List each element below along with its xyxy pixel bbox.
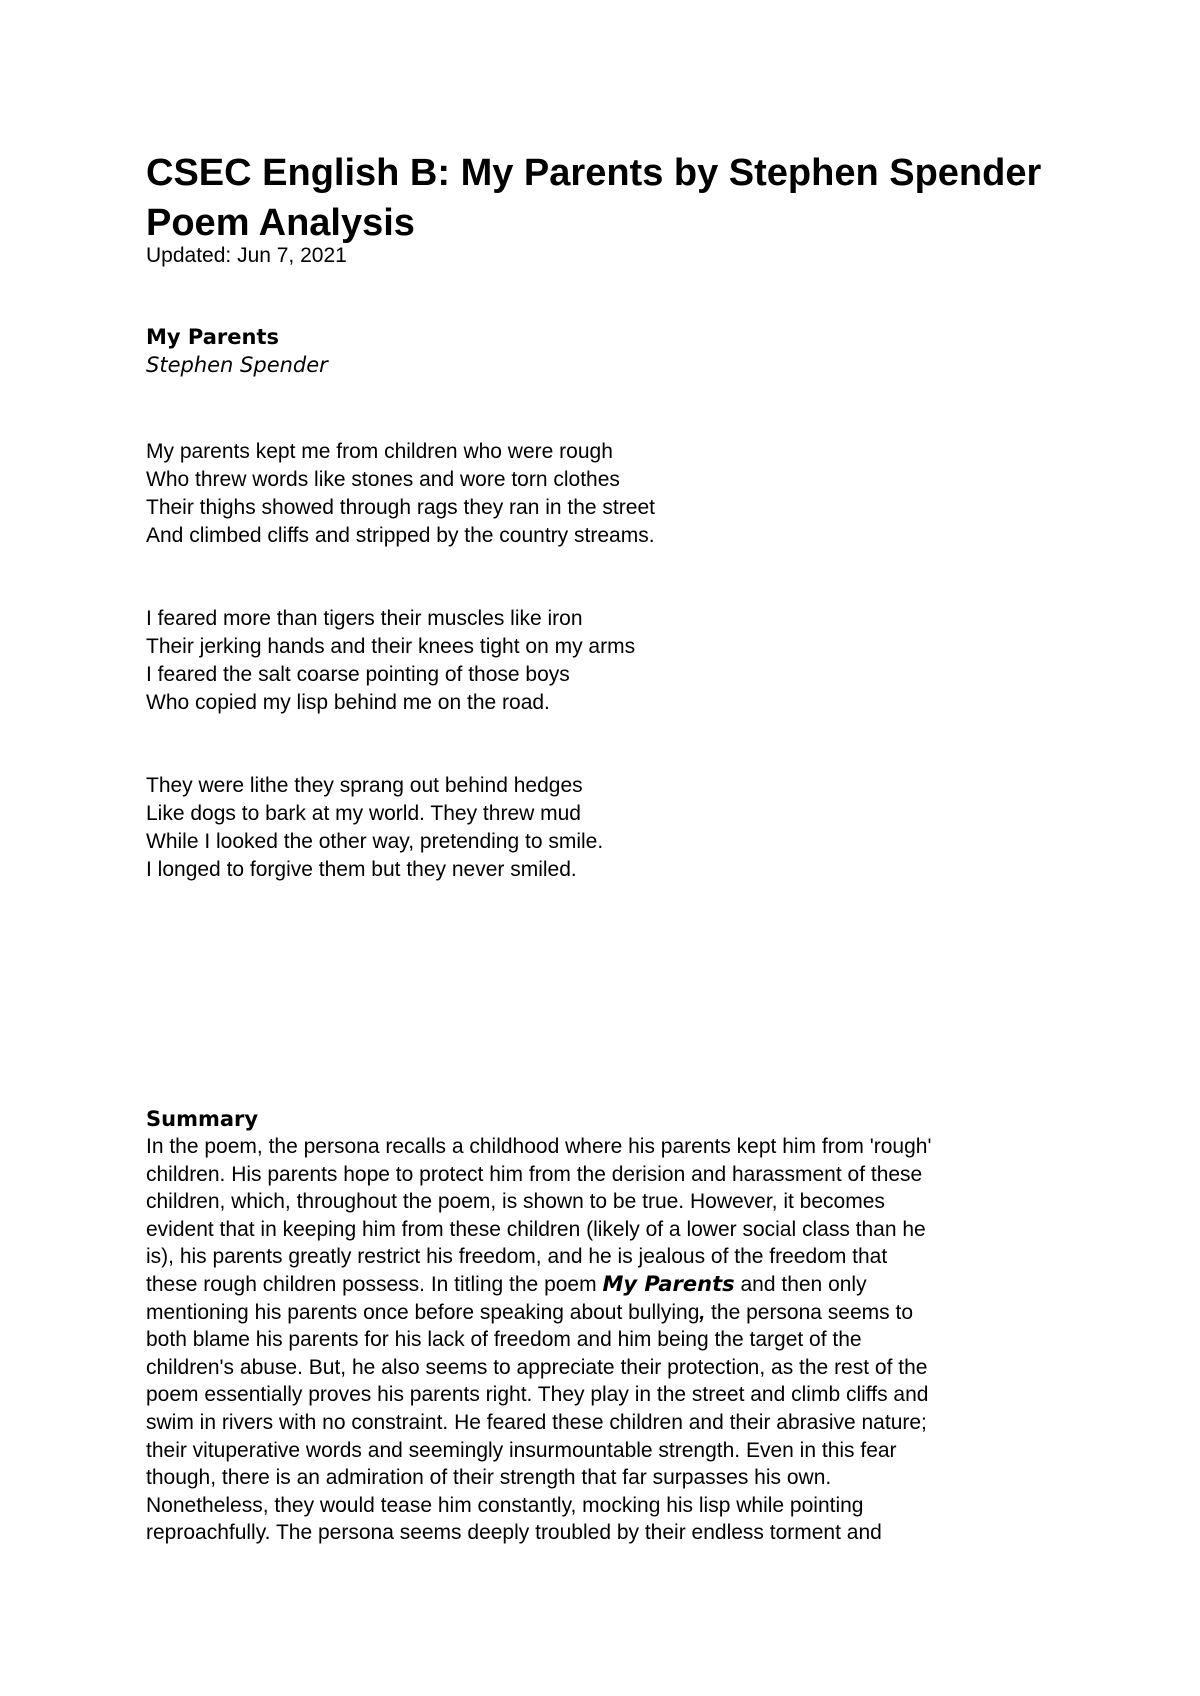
summary-text: these rough children possess. In titling the poem — [146, 1272, 603, 1296]
summary-text: the persona seems to — [705, 1300, 914, 1324]
poem-line: I feared more than tigers their muscles like iron — [146, 607, 583, 630]
updated-date: Updated: Jun 7, 2021 — [146, 244, 347, 267]
poem-line: And climbed cliffs and stripped by the country streams. — [146, 524, 655, 547]
summary-line — [146, 1271, 1066, 1299]
poem-line: Their thighs showed through rags they ran in the street — [146, 496, 655, 519]
poem-author: Stephen Spender — [146, 353, 328, 377]
poem-line: Who copied my lisp behind me on the road. — [146, 691, 550, 714]
summary-line: Nonetheless, they would tease him constantly, mocking his lisp while pointing — [146, 1493, 864, 1517]
summary-line: is), his parents greatly restrict his freedom, and he is jealous of the freedom that — [146, 1245, 888, 1269]
summary-line: reproachfully. The persona seems deeply troubled by their endless torment and — [146, 1521, 882, 1545]
summary-text: and then only — [734, 1272, 867, 1296]
poem-stanza-2 — [146, 605, 635, 717]
summary-line: evident that in keeping him from these children (likely of a lower social class than he — [146, 1217, 926, 1241]
poem-line: I feared the salt coarse pointing of those boys — [146, 663, 570, 686]
summary-line: children, which, throughout the poem, is shown to be true. However, it becomes — [146, 1190, 885, 1214]
poem-title-emphasis: My Parents — [602, 1271, 735, 1296]
poem-line: Who threw words like stones and wore torn clothes — [146, 468, 620, 491]
summary-heading: Summary — [146, 1107, 259, 1131]
summary-line: children's abuse. But, he also seems to appreciate their protection, as the rest of the — [146, 1355, 928, 1379]
summary-line: In the poem, the persona recalls a childhood where his parents kept him from 'rough' — [146, 1135, 932, 1158]
poem-line: While I looked the other way, pretending to smile. — [146, 830, 604, 853]
poem-line: Their jerking hands and their knees tight on my arms — [146, 635, 636, 658]
summary-line: both blame his parents for his lack of freedom and him being the target of the — [146, 1328, 862, 1352]
poem-line: I longed to forgive them but they never smiled. — [146, 858, 577, 881]
summary-line: poem essentially proves his parents right. They play in the street and climb cliffs and — [146, 1383, 929, 1407]
summary-line — [146, 1299, 1066, 1327]
page-title: CSEC English B: My Parents by Stephen Spender Poem Analysis — [146, 152, 1042, 244]
summary-paragraph — [146, 1133, 1066, 1547]
emphasized-comma: , — [699, 1300, 706, 1324]
summary-line: though, there is an admiration of their strength that far surpasses his own. — [146, 1466, 832, 1490]
summary-text: mentioning his parents once before speaking about bullying — [146, 1300, 700, 1324]
poem-line: Like dogs to bark at my world. They threw mud — [146, 802, 581, 825]
poem-line: My parents kept me from children who were rough — [146, 440, 613, 463]
poem-stanza-1 — [146, 438, 655, 550]
poem-line: They were lithe they sprang out behind hedges — [146, 774, 583, 797]
poem-title: My Parents — [146, 325, 279, 349]
summary-line: children. His parents hope to protect him from the derision and harassment of these — [146, 1162, 923, 1186]
poem-stanza-3 — [146, 772, 603, 884]
summary-line: their vituperative words and seemingly insurmountable strength. Even in this fear — [146, 1438, 897, 1462]
summary-line: swim in rivers with no constraint. He feared these children and their abrasive nature; — [146, 1410, 927, 1434]
